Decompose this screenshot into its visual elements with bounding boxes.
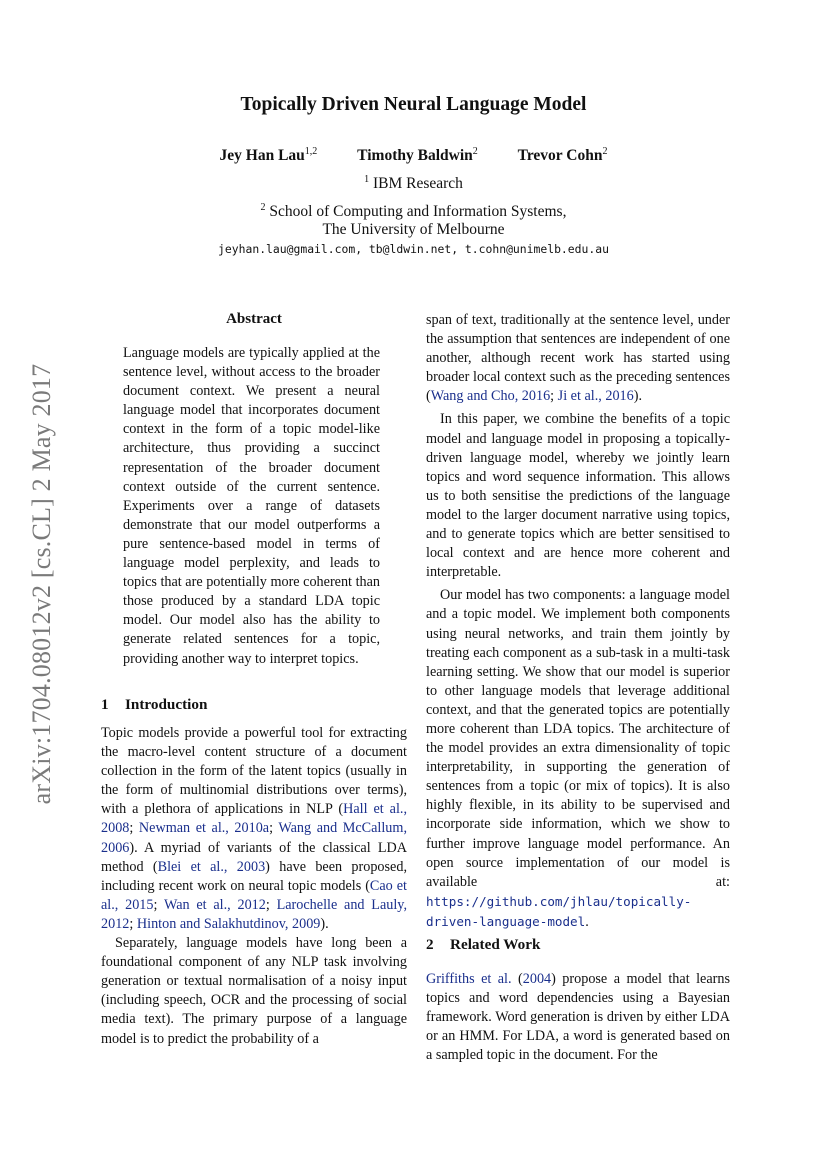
paper-title: Topically Driven Neural Language Model bbox=[240, 94, 587, 115]
citation-link[interactable]: Blei et al., 2003 bbox=[157, 858, 266, 875]
arxiv-identifier: arXiv:1704.08012v2 [cs.CL] 2 May 2017 bbox=[27, 363, 56, 805]
code-repository-link[interactable]: https://github.com/jhlau/topically-driven-language-model bbox=[426, 893, 692, 929]
author-3: Trevor Cohn$^2$ bbox=[517, 146, 608, 165]
abstract-heading: Abstract bbox=[226, 311, 282, 327]
citation-link[interactable]: Ji et al., 2016 bbox=[557, 388, 634, 405]
citation-link[interactable]: Griffiths et al. bbox=[426, 971, 512, 987]
abstract-body: Language models are typically applied at the sentence level, without access to the broader document context. We present a neural language model that incorporates document context in the form of a topic model-like architecture, thus providing a succinct representation of the broader document context outside of the current sentence. Experiments over a range of datasets demonstrate that our model outperforms a pure sentence-based model in terms of language model perplexity, and leads to topics that are potentially more coherent than those produced by a standard LDA topic model. Our model also has the ability to generate related sentences for a topic, providing another way to interpret topics. bbox=[123, 345, 380, 667]
affiliation-2: $^2$ School of Computing and Information Systems, bbox=[260, 202, 567, 221]
intro-paragraph-3: In this paper, we combine the benefits of a topic model and language model in proposing a topically-driven language model, whereby we jointly learn topics and word sequence information. This allows us to both sensitise the predictions of the language model to the larger document narrative using topics, and to generate topics which are better sensitised to local context and are hence more coherent and interpretable. bbox=[426, 411, 730, 581]
citation-link[interactable]: Wang and McCallum, 2006 bbox=[101, 820, 407, 856]
intro-right-column bbox=[426, 311, 730, 932]
citation-year-link[interactable]: 2004 bbox=[522, 971, 552, 987]
affiliation-1: $^1$ IBM Research bbox=[364, 174, 463, 193]
author-emails: jeyhan.lau@gmail.com, tb@ldwin.net, t.cohn@unimelb.edu.au bbox=[218, 242, 609, 256]
citation-link[interactable]: Wan et al., 2012 bbox=[163, 896, 266, 913]
intro-paragraph-2-continued: span of text, traditionally at the sentence level, under the assumption that sentences are independent of one another, although recent work has started using broader local context such as the preceding sentences (Wang and Cho, 2016; Ji et al., 2016). bbox=[426, 312, 730, 405]
author-1: Jey Han Lau$^{1,2}$ bbox=[219, 146, 318, 165]
affiliation-2-line2: The University of Melbourne bbox=[322, 221, 505, 238]
citation-link[interactable]: Cao et al., 2015 bbox=[101, 877, 407, 913]
related-paragraph-1: Griffiths et al. (2004) propose a model that learns topics and word dependencies using a Bayesian framework. Word generation is driven by either LDA or an HMM. For LDA, a word is generated based on a sampled topic in the document. For the bbox=[426, 971, 730, 1064]
intro-paragraph-2: Separately, language models have long been a foundational component of any NLP task involving generation or textual normalisation of a noisy input (including speech, OCR and the processing of social media text). The primary purpose of a language model is to predict the probability of a bbox=[101, 935, 407, 1047]
section-1-heading: 1 Introduction bbox=[101, 696, 208, 713]
author-2: Timothy Baldwin$^2$ bbox=[357, 146, 478, 165]
citation-link[interactable]: Wang and Cho, 2016 bbox=[430, 388, 551, 405]
intro-left-column bbox=[101, 724, 407, 1049]
citation-link[interactable]: Hall et al., 2008 bbox=[101, 801, 407, 837]
intro-paragraph-4: Our model has two components: a language model and a topic model. We implement both components using neural networks, and train them jointly by treating each component as a sub-task in a multi-task learning setting. We show that our model is superior to other language models that leverage additional context, and that the generated topics are potentially more coherent than LDA topics. The architecture of the model provides an extra dimensionality of topic interpretability, in supporting the generation of sentences from a topic (or mix of topics). It is also highly flexible, in its ability to be supervised and incorporate side information, which we show to further improve language model performance. An open source implementation of our model is available at: https://github.com/jhlau/topically-driven-language-model. bbox=[426, 587, 730, 930]
author-list bbox=[0, 146, 827, 165]
citation-link[interactable]: Newman et al., 2010a bbox=[138, 820, 270, 837]
citation-link[interactable]: Larochelle and Lauly, 2012 bbox=[101, 896, 407, 932]
intro-paragraph-1: Topic models provide a powerful tool for extracting the macro-level content structure of a document collection in the form of the latent topics (usually in the form of multinomial distributions over terms), with a plethora of applications in NLP (Hall et al., 2008; Newman et al., 2010a; Wang and McCallum, 2006). A myriad of variants of the classical LDA method (Blei et al., 2003) have been proposed, including recent work on neural topic models (Cao et al., 2015; Wan et al., 2012; Larochelle and Lauly, 2012; Hinton and Salakhutdinov, 2009). bbox=[101, 725, 407, 932]
related-work-column bbox=[426, 970, 730, 1065]
citation-link[interactable]: Hinton and Salakhutdinov, 2009 bbox=[136, 915, 321, 932]
section-2-heading: 2 Related Work bbox=[426, 936, 541, 953]
